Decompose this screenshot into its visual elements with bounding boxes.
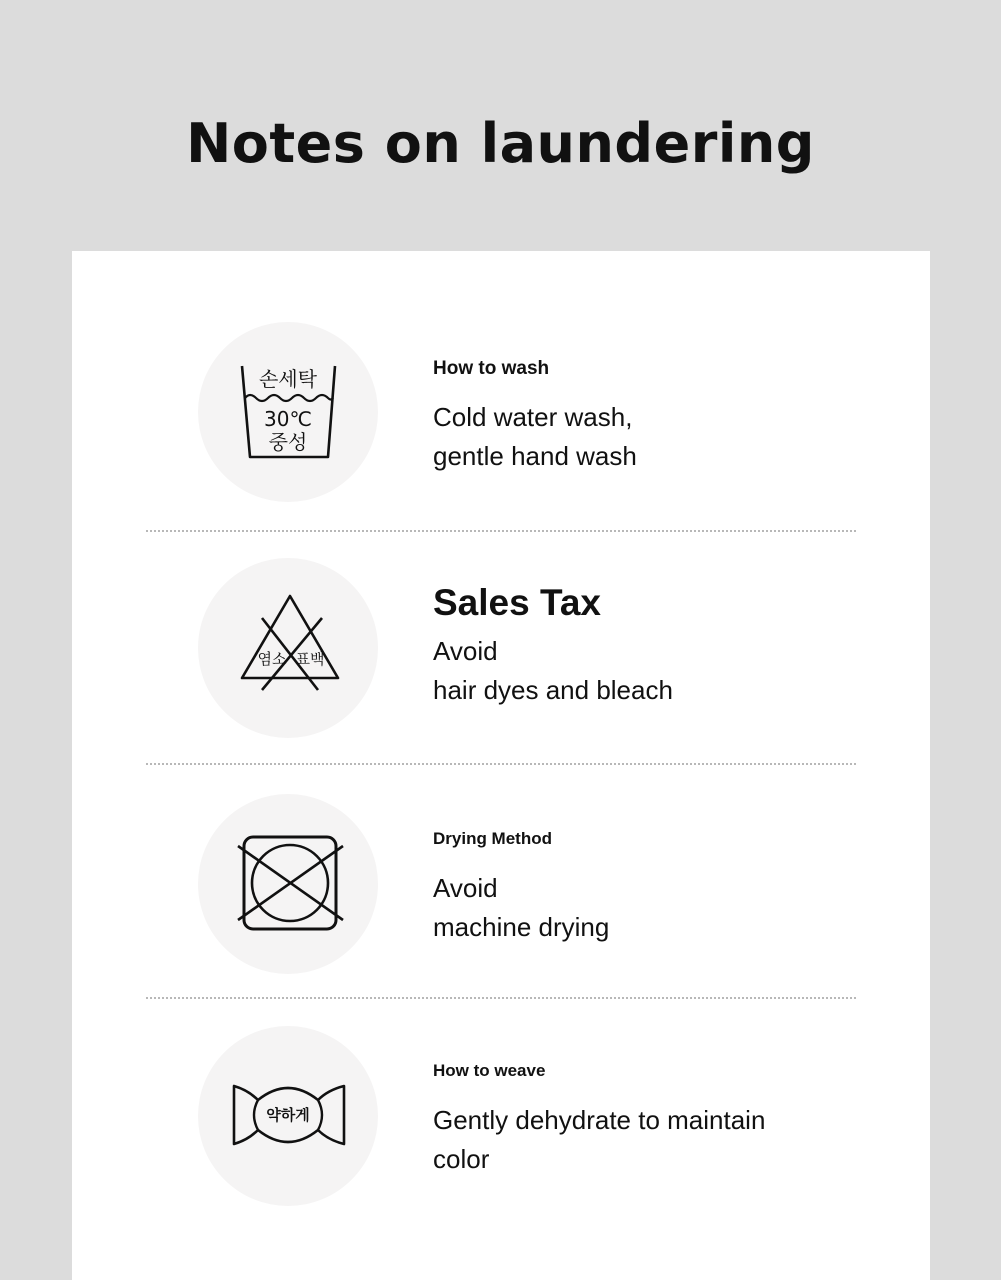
no-tumble-dry-icon bbox=[198, 794, 378, 974]
page-title: Notes on laundering bbox=[186, 112, 815, 175]
gentle-wring-icon bbox=[198, 1026, 378, 1206]
care-desc-line1: Gently dehydrate to maintain bbox=[433, 1105, 766, 1135]
laundering-card bbox=[72, 251, 930, 1280]
no-bleach-icon bbox=[198, 558, 378, 738]
care-desc-line2: color bbox=[433, 1144, 490, 1174]
care-label: Sales Tax bbox=[433, 582, 601, 623]
care-label: How to wash bbox=[433, 358, 550, 379]
care-label: How to weave bbox=[433, 1061, 546, 1080]
care-desc-line2: hair dyes and bleach bbox=[433, 675, 673, 705]
care-desc-line1: Avoid bbox=[433, 636, 498, 666]
icon-text-gently: 약하게 bbox=[266, 1106, 310, 1124]
divider bbox=[146, 763, 856, 765]
care-text-bleach bbox=[433, 582, 673, 710]
icon-text-temperature: 30℃ bbox=[264, 407, 312, 431]
hand-wash-30c-icon bbox=[198, 322, 378, 502]
care-desc-line2: gentle hand wash bbox=[433, 441, 637, 471]
care-text-drying bbox=[433, 829, 609, 947]
icon-text-chlorine: 염소 bbox=[257, 650, 287, 668]
care-text-wash bbox=[433, 358, 637, 476]
care-item-bleach bbox=[72, 558, 930, 738]
icon-text-bleach: 표백 bbox=[295, 650, 325, 668]
care-item-wring bbox=[72, 1026, 930, 1206]
divider bbox=[146, 530, 856, 532]
care-item-drying bbox=[72, 794, 930, 974]
divider bbox=[146, 997, 856, 999]
care-desc-line1: Cold water wash, bbox=[433, 402, 633, 432]
icon-text-hand-wash: 손세탁 bbox=[259, 367, 317, 391]
care-text-wring bbox=[433, 1061, 765, 1179]
icon-text-neutral: 중성 bbox=[268, 430, 308, 454]
care-desc-line2: machine drying bbox=[433, 912, 610, 942]
care-label: Drying Method bbox=[433, 829, 552, 848]
care-item-wash bbox=[72, 322, 930, 502]
care-desc-line1: Avoid bbox=[433, 873, 498, 903]
